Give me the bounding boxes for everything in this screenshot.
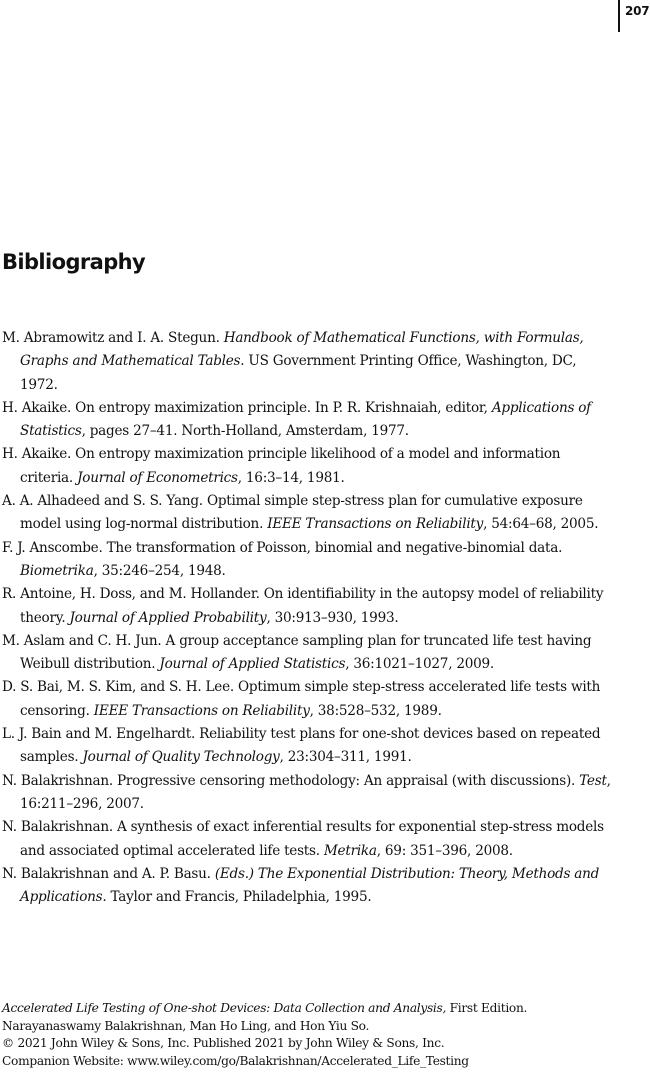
reference-details: , 23:304–311, 1991.: [279, 749, 412, 766]
page-title: Bibliography: [2, 250, 146, 274]
reference-entry: [2, 583, 614, 630]
reference-text: R. Antoine, H. Doss, and M. Hollander. On identifiability in the autopsy model of reliability theory.: [2, 586, 604, 626]
reference-details: , 54:64–68, 2005.: [483, 516, 599, 533]
footer-book-line: [2, 1000, 642, 1018]
reference-entry: [2, 770, 614, 817]
reference-entry: [2, 863, 614, 910]
reference-text: L. J. Bain and M. Engelhardt. Reliability test plans for one-shot devices based on repeated samples.: [2, 726, 601, 766]
page-number-rule: [618, 0, 620, 32]
reference-details: , 30:913–930, 1993.: [266, 609, 399, 626]
reference-text: H. Akaike. On entropy maximization principle likelihood of a model and information criteria.: [2, 446, 561, 486]
reference-text: M. Abramowitz and I. A. Stegun.: [2, 330, 224, 346]
reference-source: Metrika: [323, 842, 377, 859]
reference-source: Journal of Applied Statistics: [159, 656, 346, 673]
reference-details: , pages 27–41. North-Holland, Amsterdam, 1977.: [81, 423, 409, 440]
reference-details: Taylor and Francis, Philadelphia, 1995.: [106, 889, 372, 906]
reference-text: N. Balakrishnan and A. P. Basu.: [2, 865, 215, 882]
reference-entry: [2, 723, 614, 770]
reference-details: , 16:3–14, 1981.: [237, 469, 345, 486]
reference-entry: [2, 327, 614, 397]
reference-details: , 38:528–532, 1989.: [309, 702, 442, 719]
reference-source: Journal of Econometrics: [77, 469, 238, 486]
reference-source: Handbook of Mathematical Functions, with Formulas, Graphs and Mathematical Tables.: [20, 330, 584, 370]
reference-text: F. J. Anscombe. The transformation of Poisson, binomial and negative-binomial data.: [2, 539, 563, 556]
reference-source: Journal of Applied Probability: [69, 609, 267, 626]
reference-source: IEEE Transactions on Reliability: [93, 702, 310, 719]
reference-entry: [2, 490, 614, 537]
reference-text: N. Balakrishnan. A synthesis of exact inferential results for exponential step-stress models and associated optimal accelerated life tests.: [2, 819, 604, 859]
reference-source: (Eds.) The Exponential Distribution: Theory, Methods and Applications.: [20, 865, 600, 906]
reference-source: Applications of Statistics: [20, 399, 591, 440]
reference-source: Biometrika: [20, 562, 94, 579]
reference-details: , 16:211–296, 2007.: [20, 772, 611, 812]
reference-entry: [2, 443, 614, 490]
reference-details: , 35:246–254, 1948.: [93, 562, 226, 579]
reference-text: M. Aslam and C. H. Jun. A group acceptance sampling plan for truncated life test having Weibull distribution.: [2, 632, 592, 673]
book-title: Accelerated Life Testing of One-shot Devices: Data Collection and Analysis,: [2, 1001, 447, 1015]
footer-authors: Narayanaswamy Balakrishnan, Man Ho Ling, and Hon Yiu So.: [2, 1018, 370, 1033]
reference-entry: [2, 816, 614, 863]
footer-website: Companion Website: www.wiley.com/go/Balakrishnan/Accelerated_Life_Testing: [2, 1053, 469, 1068]
book-edition: First Edition.: [446, 1001, 528, 1015]
reference-source: Journal of Quality Technology: [82, 749, 280, 766]
reference-entry: [2, 397, 614, 444]
reference-text: N. Balakrishnan. Progressive censoring methodology: An appraisal (with discussions).: [2, 772, 580, 789]
page-number: 207: [625, 4, 650, 18]
reference-source: IEEE Transactions on Reliability: [267, 516, 484, 533]
reference-list: [2, 327, 614, 909]
footer-copyright: © 2021 John Wiley & Sons, Inc. Published 2021 by John Wiley & Sons, Inc.: [2, 1036, 445, 1050]
reference-source: Test: [579, 772, 607, 789]
reference-entry: [2, 537, 614, 584]
reference-text: A. A. Alhadeed and S. S. Yang. Optimal simple step-stress plan for cumulative exposure model using log-normal distribution.: [2, 493, 583, 533]
reference-details: US Government Printing Office, Washington, DC, 1972.: [20, 353, 577, 393]
reference-text: H. Akaike. On entropy maximization principle. In P. R. Krishnaiah, editor,: [2, 399, 492, 416]
copyright-footer: [2, 1000, 642, 1070]
reference-entry: [2, 630, 614, 677]
reference-details: , 69: 351–396, 2008.: [376, 842, 513, 859]
reference-entry: [2, 676, 614, 723]
reference-text: D. S. Bai, M. S. Kim, and S. H. Lee. Optimum simple step-stress accelerated life tests with censoring.: [2, 679, 601, 719]
reference-details: , 36:1021–1027, 2009.: [345, 656, 495, 673]
